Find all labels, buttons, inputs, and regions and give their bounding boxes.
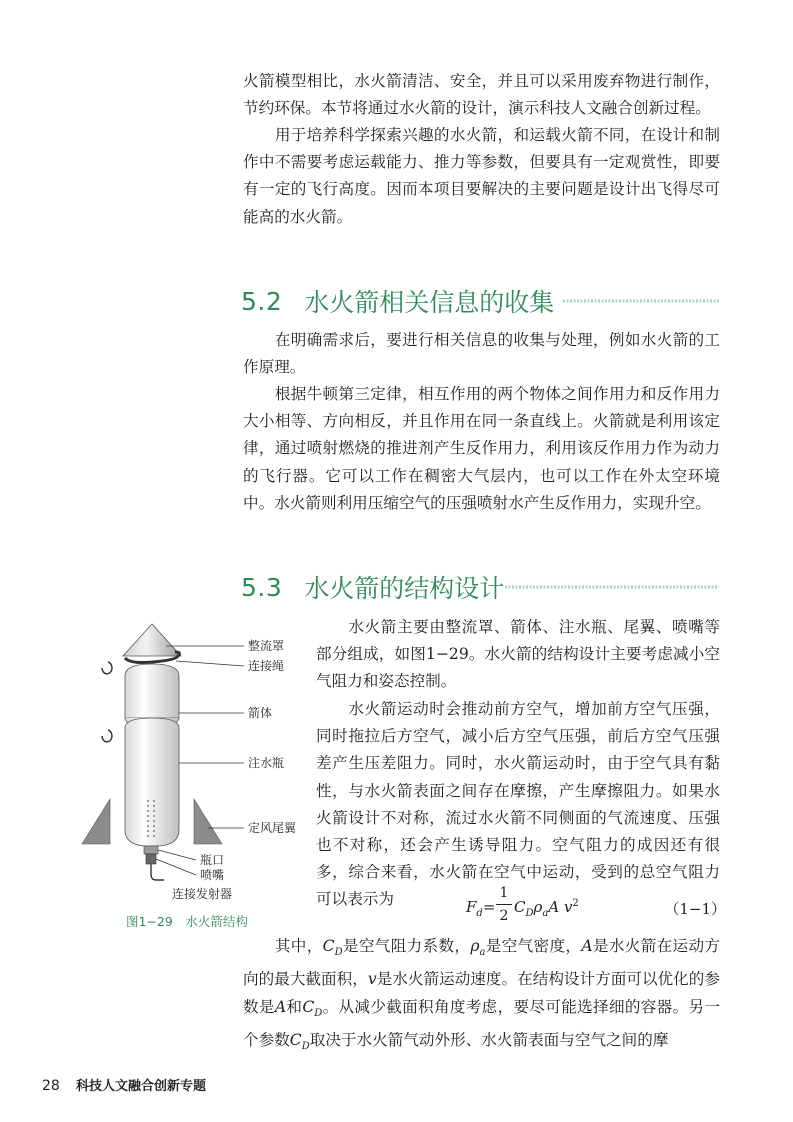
equation-number: （1−1） xyxy=(664,900,726,918)
formula-lhs: $F_d=$ xyxy=(466,898,496,919)
paragraph-intro-end: 火箭模型相比，水火箭清洁、安全，并且可以采用废弃物进行制作，节约环保。本节将通过水火箭的设计，演示科技人文融合创新过程。 xyxy=(243,72,720,118)
section-heading-5-3 xyxy=(241,567,504,607)
paragraph-requirements: 用于培养科学探索兴趣的水火箭，和运载火箭不同，在设计和制作中不需要考虑运载能力、推力等参数，但要具有一定观赏性，即要有一定的飞行高度。因而本项目要解决的主要问题是设计出飞得尽可能高的水火箭。 xyxy=(243,126,720,226)
rotation-arrow-icon xyxy=(102,662,112,674)
fairing-shape xyxy=(123,624,181,656)
formula-1-1 xyxy=(466,884,726,932)
label-fins: 定风尾翼 xyxy=(248,821,297,835)
rocket-diagram xyxy=(68,618,308,906)
heading-rule xyxy=(505,585,719,589)
paragraph-newton: 根据牛顿第三定律，相互作用的两个物体之间作用力和反作用力大小相等、方向相反，并且作用在同一条直线上。火箭就是利用该定律，通过喷射燃烧的推进剂产生反作用力，利用该反作用力作为动力的飞行器。它可以工作在稠密大气层内，也可以工作在外太空环境中。水火箭则利用压缩空气的压强喷射水产生反作用力，实现升空。 xyxy=(243,385,720,512)
fin-right xyxy=(194,799,222,844)
section-number: 5.2 xyxy=(241,286,283,316)
section-title: 水火箭相关信息的收集 xyxy=(304,288,555,317)
figure-caption: 图1−29 水火箭结构 xyxy=(126,914,248,929)
footer-title: 科技人文融合创新专题 xyxy=(75,1079,206,1094)
page-number: 28 xyxy=(42,1078,60,1094)
paragraph-parameters: 其中，$C_D$是空气阻力系数，$\rho_a$是空气密度，A是水火箭在运动方向的最大截面积，v是水火箭运动速度。在结构设计方面可以优化的参数是A和$C_D$。从减少截面积角度考虑，要尽可能选择细的容器。另一个参数$C_D$取决于水火箭气动外形、水火箭表面与空气之间的摩 xyxy=(243,937,720,1052)
section-heading-5-2 xyxy=(241,281,554,321)
label-body: 箭体 xyxy=(248,706,273,720)
label-fairing: 整流罩 xyxy=(248,639,285,653)
page-footer xyxy=(42,1075,206,1094)
formula-rhs: $C_D\rho_aA$ $v^2$ xyxy=(514,898,579,919)
label-bottle-mouth: 瓶口 xyxy=(200,853,225,867)
label-launcher: 连接发射器 xyxy=(172,887,233,901)
formula-fraction: 1 2 xyxy=(496,884,512,925)
section-number: 5.3 xyxy=(241,572,283,602)
bottle-mouth-shape xyxy=(144,846,158,854)
nozzle-shape xyxy=(146,854,156,864)
water-bottle-shape xyxy=(125,718,179,846)
label-nozzle: 喷嘴 xyxy=(200,868,225,882)
fin-left xyxy=(82,799,110,844)
rotation-arrow-icon xyxy=(102,730,112,742)
label-rope: 连接绳 xyxy=(248,659,285,673)
paragraph-collect-info: 在明确需求后，要进行相关信息的收集与处理，例如水火箭的工作原理。 xyxy=(243,331,720,377)
paragraph-structure: 水火箭主要由整流罩、箭体、注水瓶、尾翼、喷嘴等部分组成，如图1−29。水火箭的结构设计主要考虑减小空气阻力和姿态控制。 xyxy=(316,618,720,691)
label-water-bottle: 注水瓶 xyxy=(248,756,285,770)
launcher-hook xyxy=(151,864,164,880)
body-shape xyxy=(125,664,179,726)
paragraph-air-resistance: 水火箭运动时会推动前方空气，增加前方空气压强，同时拖拉后方空气，减小后方空气压强，前后方空气压强差产生压差阻力。同时，水火箭运动时，由于空气具有黏性，与水火箭表面之间存在摩擦，产生摩擦阻力。如果水火箭设计不对称，流过水火箭不同侧面的气流速度、压强也不对称，还会产生诱导阻力。空气阻力的成因还有很多，综合来看，水火箭在空气中运动，受到的总空气阻力可以表示为 xyxy=(316,700,720,909)
heading-rule xyxy=(563,299,719,303)
section-title: 水火箭的结构设计 xyxy=(304,574,505,603)
